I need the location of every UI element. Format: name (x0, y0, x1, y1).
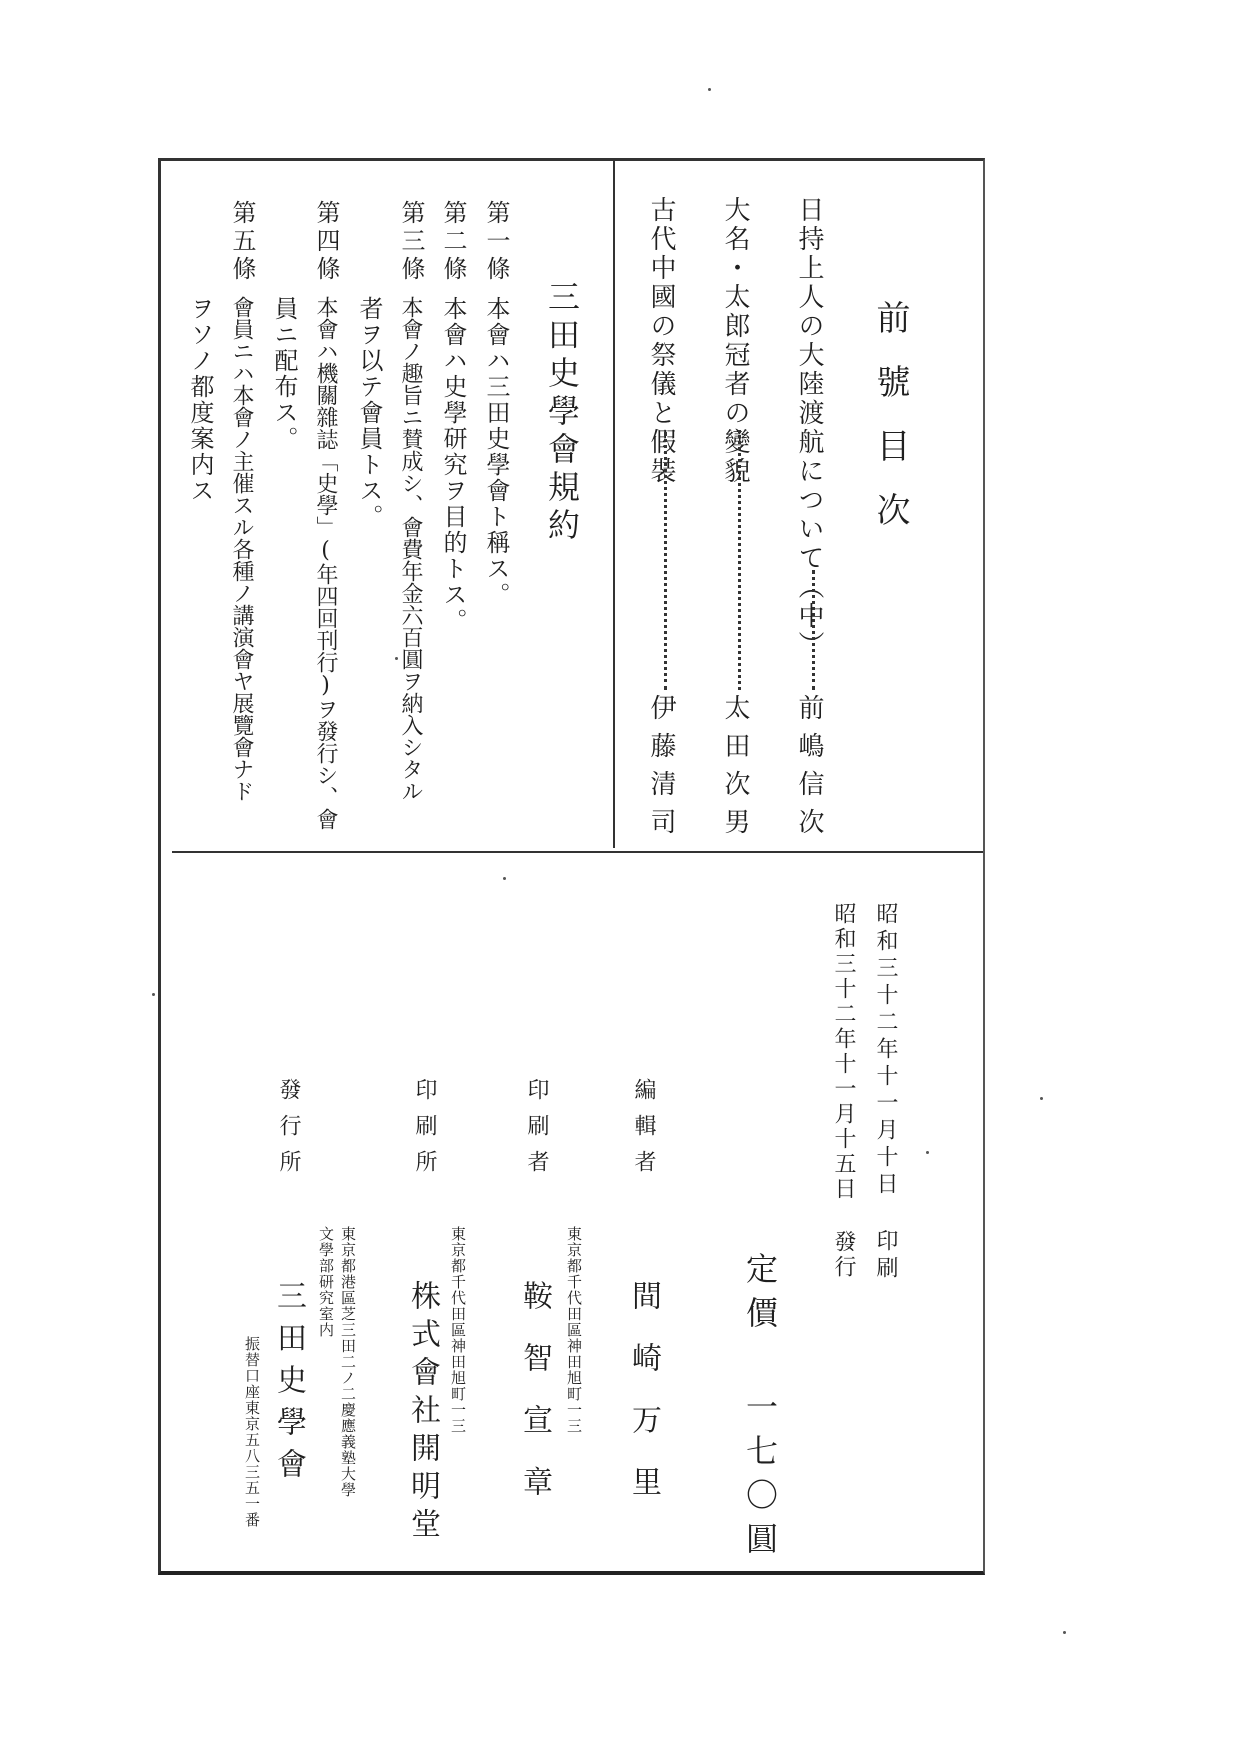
contents-entry-1-author: 前嶋信次 (794, 694, 824, 846)
print-office-address: 東京都千代田區神田旭町一三 (449, 1226, 467, 1434)
contents-entry-2-leader (738, 430, 741, 690)
rules-article-3-line-1: 本會ノ趣旨ニ賛成シ、會費年金六百圓ヲ納入シタル (398, 296, 423, 802)
print-office-label: 印刷所 (412, 1078, 437, 1186)
printer-address: 東京都千代田區神田旭町一三 (565, 1226, 583, 1434)
contents-entry-3-leader (664, 432, 667, 690)
colophon-issue-date: 昭和三十二年十一月十五日 發行 (831, 902, 856, 1280)
colophon-price: 定價 一七〇圓 (741, 1252, 779, 1566)
scan-speck (1040, 1097, 1043, 1100)
publisher-name: 三田史學會 (271, 1280, 306, 1490)
scan-speck (708, 88, 711, 91)
rules-article-1-line-1: 本會ハ三田史學會ト稱ス。 (482, 296, 510, 608)
rules-article-3-label: 第三條 (397, 200, 425, 284)
publisher-address-line-2: 文學部研究室内 (317, 1226, 335, 1338)
rules-article-5-line-2: ヲソノ都度案内ス (186, 296, 214, 504)
rules-article-4-line-1: 本會ハ機關雜誌「史學」(年四回刊行)ヲ發行シ、會 (313, 296, 338, 830)
rules-article-1-label: 第一條 (482, 200, 510, 284)
print-office-name: 株式會社開明堂 (405, 1280, 440, 1546)
rules-article-2-line-1: 本會ハ史學研究ヲ目的トス。 (439, 296, 467, 634)
contents-entry-3-title: 古代中國の祭儀と假裝 (646, 196, 676, 486)
rules-article-4-line-2: 員ニ配布ス。 (270, 296, 298, 452)
contents-heading: 前號目次 (870, 300, 910, 556)
scan-speck (395, 657, 398, 660)
rules-article-4-label: 第四條 (312, 200, 340, 284)
rules-heading: 三田史學會規約 (543, 280, 581, 546)
contents-entry-2-title: 大名・太郎冠者の變貌 (720, 196, 750, 486)
printer-label: 印刷者 (524, 1078, 549, 1186)
scan-speck (1063, 1631, 1066, 1634)
publisher-label: 發行所 (276, 1078, 301, 1186)
editor-label: 編輯者 (631, 1078, 656, 1186)
printer-name: 鞍智宣章 (517, 1280, 552, 1528)
center-divider (613, 158, 615, 848)
contents-entry-2-author: 太田次男 (720, 694, 750, 846)
rules-article-5-line-1: 會員ニハ本會ノ主催スル各種ノ講演會ヤ展覽會ナド (229, 296, 254, 802)
publisher-address-line-1: 東京都港區芝三田二ノ二慶應義塾大學 (339, 1226, 357, 1498)
rules-article-2-label: 第二條 (439, 200, 467, 284)
contents-entry-1-title: 日持上人の大陸渡航について（中） (794, 196, 824, 660)
rules-article-5-label: 第五條 (228, 200, 256, 284)
rules-article-3-line-2: 者ヲ以テ會員トス。 (355, 296, 383, 530)
scan-speck (503, 877, 506, 880)
horizontal-divider (172, 851, 983, 853)
scan-speck (152, 993, 155, 996)
publisher-account: 振替口座東京五八三五一番 (243, 1336, 261, 1528)
scan-speck (926, 1151, 929, 1154)
contents-entry-1-leader (812, 570, 815, 690)
contents-entry-3-author: 伊藤清司 (646, 694, 676, 846)
editor-name: 間崎万里 (626, 1280, 661, 1528)
colophon-print-date: 昭和三十二年十一月十日 印刷 (873, 902, 898, 1283)
